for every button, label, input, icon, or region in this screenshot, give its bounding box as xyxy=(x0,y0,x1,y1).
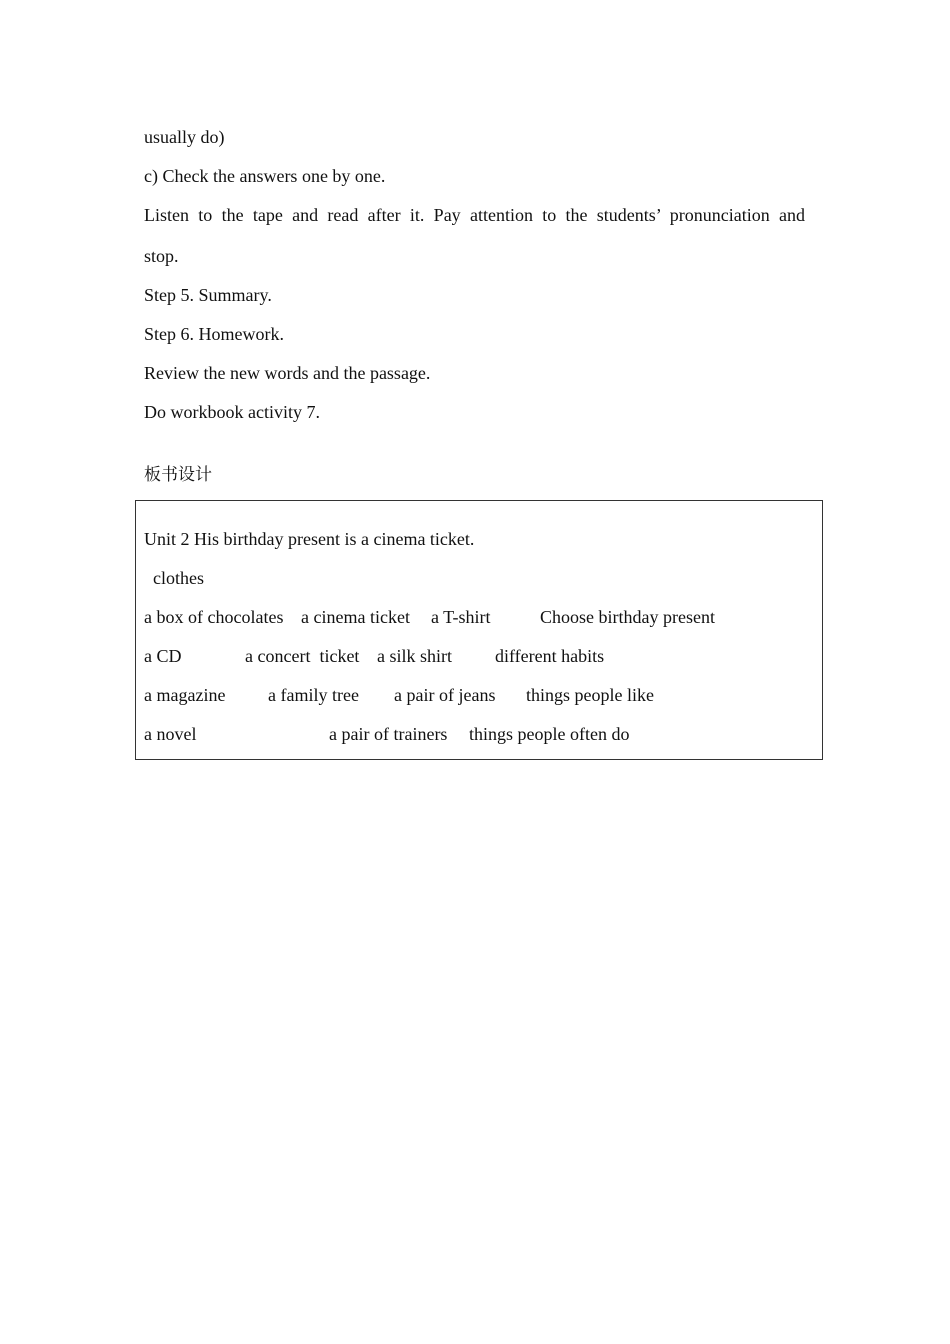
board-item: a family tree xyxy=(268,685,359,705)
board-item: a silk shirt xyxy=(377,646,452,666)
board-item: a T-shirt xyxy=(431,607,491,627)
board-item: a novel xyxy=(144,724,197,744)
board-design-heading: 板书设计 xyxy=(144,465,212,485)
board-item: a box of chocolates xyxy=(144,607,284,627)
board-item: a CD xyxy=(144,646,182,666)
board-category: Choose birthday present xyxy=(540,607,715,627)
board-item: a pair of jeans xyxy=(394,685,496,705)
text-line: Step 5. Summary. xyxy=(144,285,272,305)
blackboard-design-box xyxy=(135,500,823,760)
board-category: things people like xyxy=(526,685,654,705)
board-item: a pair of trainers xyxy=(329,724,448,744)
text-line: c) Check the answers one by one. xyxy=(144,166,386,186)
board-label-clothes: clothes xyxy=(153,568,204,588)
text-line: Listen to the tape and read after it. Pay attention to the students’ pronunciation and xyxy=(144,205,805,225)
text-line: Do workbook activity 7. xyxy=(144,402,320,422)
board-title: Unit 2 His birthday present is a cinema ticket. xyxy=(144,529,475,549)
board-item: a cinema ticket xyxy=(301,607,410,627)
text-line: stop. xyxy=(144,246,179,266)
board-item: a concert ticket xyxy=(245,646,360,666)
board-category: different habits xyxy=(495,646,605,666)
board-item: a magazine xyxy=(144,685,226,705)
text-line: Review the new words and the passage. xyxy=(144,363,431,383)
text-line: usually do) xyxy=(144,127,225,147)
board-category: things people often do xyxy=(469,724,630,744)
text-line: Step 6. Homework. xyxy=(144,324,284,344)
